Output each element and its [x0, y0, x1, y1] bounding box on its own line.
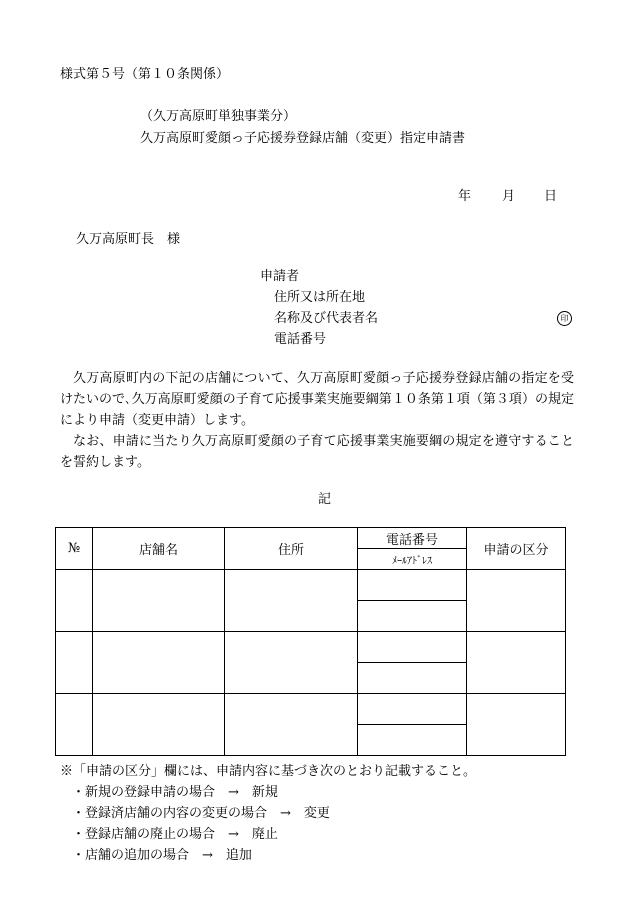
- applicant-heading: 申請者: [260, 269, 300, 284]
- cell-no: [56, 632, 93, 694]
- header-address: 住所: [225, 528, 358, 570]
- body-paragraph-1: 久万高原町内の下記の店舗について、久万高原町愛顔っ子応援券登録店舗の指定を受けたいので､久万高原町愛顔の子育て応援事業実施要綱第１０条第１項（第３項）の規定により申請（変更申請）します。: [60, 371, 574, 428]
- cell-address: [225, 694, 358, 756]
- cell-email: [358, 601, 467, 632]
- cell-email: [358, 725, 467, 756]
- cell-category: [467, 570, 566, 632]
- applicant-phone-label: 電話番号: [274, 332, 327, 347]
- cell-no: [56, 570, 93, 632]
- body-paragraph-2: なお、申請に当たり久万高原町愛顔の子育て応援事業実施要綱の規定を遵守することを誓約します。: [60, 434, 574, 470]
- cell-store-name: [93, 570, 225, 632]
- header-no: №: [56, 528, 93, 570]
- ki-heading: 記: [318, 492, 332, 507]
- addressee: 久万高原町長 様: [76, 232, 181, 247]
- cell-address: [225, 632, 358, 694]
- cell-store-name: [93, 632, 225, 694]
- cell-no: [56, 694, 93, 756]
- header-email: ﾒｰﾙｱﾄﾞﾚｽ: [358, 549, 467, 570]
- table-row: [56, 694, 566, 725]
- seal-text: 印: [557, 311, 572, 326]
- cell-phone: [358, 570, 467, 601]
- cell-phone: [358, 694, 467, 725]
- applicant-address-label: 住所又は所在地: [274, 290, 366, 305]
- notes-intro: ※「申請の区分」欄には、申請内容に基づき次のとおり記載すること。: [60, 764, 477, 779]
- cell-email: [358, 663, 467, 694]
- cell-address: [225, 570, 358, 632]
- table-row: [56, 632, 566, 663]
- note-item: ・登録店舗の廃止の場合 → 廃止: [72, 827, 278, 842]
- cell-store-name: [93, 694, 225, 756]
- note-item: ・新規の登録申請の場合 → 新規: [72, 785, 278, 800]
- header-store-name: 店舗名: [93, 528, 225, 570]
- date-year: 年: [458, 189, 472, 204]
- note-item: ・店舗の追加の場合 → 追加: [72, 848, 252, 863]
- header-category: 申請の区分: [467, 528, 566, 570]
- table-header-row: [56, 528, 566, 549]
- cell-category: [467, 632, 566, 694]
- date-day: 日: [544, 189, 558, 204]
- store-table: [55, 527, 566, 756]
- document-title: 久万高原町愛顔っ子応援券登録店舗（変更）指定申請書: [140, 131, 466, 146]
- seal-mark: [557, 311, 572, 326]
- cell-phone: [358, 632, 467, 663]
- note-item: ・登録済店舗の内容の変更の場合 → 変更: [72, 806, 330, 821]
- cell-category: [467, 694, 566, 756]
- subtitle: （久万高原町単独事業分）: [140, 109, 297, 124]
- table-row: [56, 570, 566, 601]
- form-number: 様式第５号（第１０条関係）: [60, 67, 230, 82]
- header-phone: 電話番号: [358, 528, 467, 549]
- date-month: 月: [502, 189, 516, 204]
- applicant-name-label: 名称及び代表者名: [274, 311, 379, 326]
